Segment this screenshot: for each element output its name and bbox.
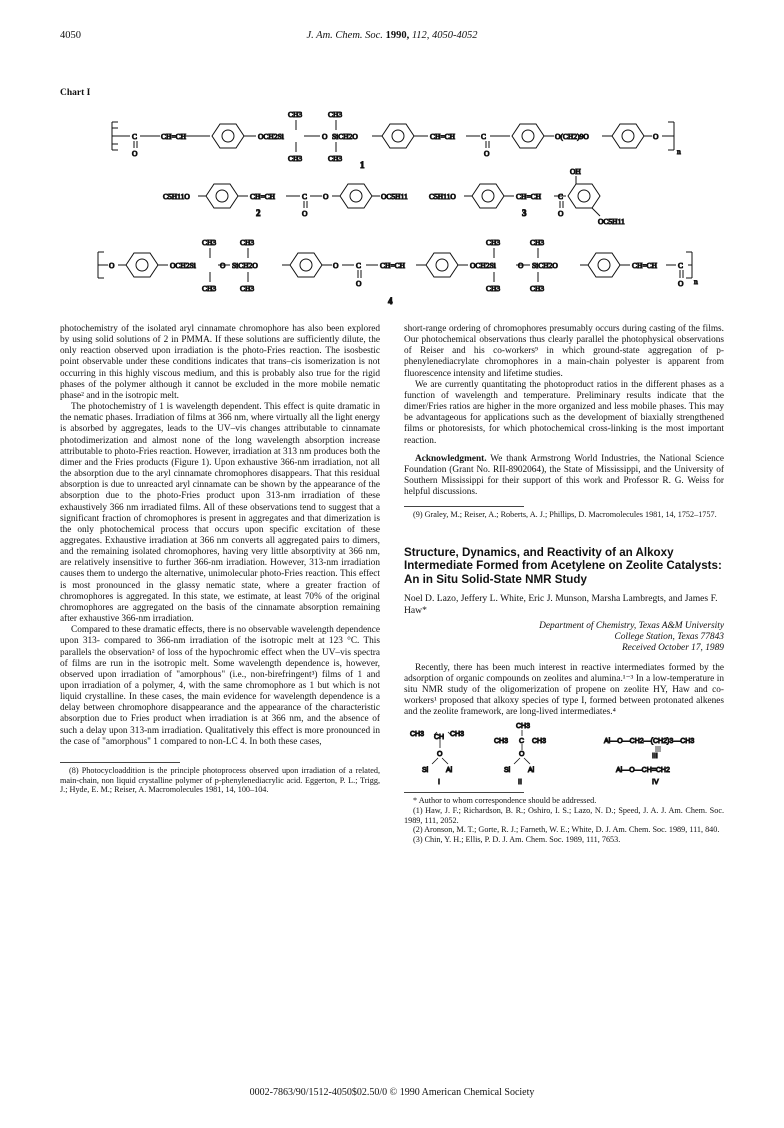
- vinyl-group: CH=CH: [161, 132, 187, 141]
- vinyl-group: CH=CH: [430, 132, 456, 141]
- atom-c: C: [302, 192, 308, 201]
- ch3-label: CH3: [494, 738, 509, 746]
- article-affiliation: [404, 621, 724, 655]
- compound-label-3: 3: [522, 208, 527, 218]
- paragraph: photochemistry of the isolated aryl cinnamate chromophore has also been explored by using solid solutions of 2 in PMMA. If these solutions are sufficiently dilute, the only reaction observed upon irradiation is the photo-Fries reaction. The isosbestic point observable under these conditions indicates that trans–cis isomerization is not occurring in this highly viscous medium, and this is probably also true for the rigid phases of the polymer although it cannot be excluded in the more mobile nematic phase² and in the isotropic melt.: [60, 324, 380, 401]
- journal-pages: 4050-4052: [432, 30, 478, 41]
- atom-c: C: [558, 192, 564, 201]
- atom-c: C: [132, 132, 138, 141]
- atom-o: O: [356, 279, 362, 288]
- atom-o: O: [519, 751, 525, 759]
- page-number: 4050: [60, 30, 81, 41]
- ch3-label: CH3: [240, 238, 255, 247]
- ch3-label: CH3: [328, 110, 343, 119]
- paragraph: short-range ordering of chromophores presumably occurs during casting of the films. Our photochemical observations thus clearly parallel the photophysical observations of Reiser and his co-workers⁹ in which ground-state aggregation of p-phenylenediacrylate chromophores in a main-chain polyester is apparent from fluorescence intensity and lifetime studies.: [404, 324, 724, 379]
- atom-c: C: [481, 132, 487, 141]
- pentyloxy-group: OC5H11: [598, 217, 625, 226]
- sich2o-group: SiCH2O: [532, 261, 558, 270]
- atom-o: O: [653, 132, 659, 141]
- footnote-rule: [60, 762, 180, 763]
- sich2o-group: SiCH2O: [232, 261, 258, 270]
- vinyl-group: CH=CH: [250, 192, 276, 201]
- atom-o: O: [558, 209, 564, 218]
- alkoxy-species-scheme: [404, 722, 724, 786]
- ch3-label: CH3: [410, 731, 425, 739]
- ch3-label: CH3: [486, 238, 501, 247]
- atom-si: Si: [504, 767, 511, 775]
- footnotes-right-bottom: [404, 796, 724, 844]
- footnote-2: (2) Aronson, M. T.; Gorte, R. J.; Farneth, W. E.; White, D. J. Am. Chem. Soc. 1989, 111, 840.: [413, 825, 720, 835]
- ch3-label: CH3: [516, 723, 531, 731]
- right-column: [404, 324, 724, 844]
- article-authors: Noel D. Lazo, Jeffery L. White, Eric J. Munson, Marsha Lambregts, and James F. Haw*: [404, 593, 718, 616]
- footnote-author: * Author to whom correspondence should be addressed.: [413, 796, 597, 806]
- atom-o: O: [220, 261, 226, 270]
- vinyl-group: CH=CH: [516, 192, 542, 201]
- pentyloxy-group: OC5H11: [381, 192, 408, 201]
- alkoxy-species-figure: [404, 722, 724, 786]
- article-title: Structure, Dynamics, and Reactivity of an Alkoxy Intermediate Formed from Acetylene on Zeolite Catalysts: An in Situ Solid-State NMR Study: [404, 545, 722, 586]
- formula-iii: Al—O—CH2—(CH2)3—CH3: [604, 738, 695, 746]
- paragraph: Compared to these dramatic effects, there is no observable wavelength dependence upon 313- compared to 366-nm irradiation of the isotropic melt at 123 °C. This parallels the observation² of loss of the hypochromic effect when the UV–vis spectra of films are run in the isotropic melt. Some wavelength dependence is, however, observed upon irradiation of "amorphous" (i.e., non-birefringent³) films of 1 and upon irradiation of a polymer, 4, with the same chromophore as 1 but which is not liquid crystalline. In these cases, the main evidence for wavelength dependence is a delay between chromophore disappearance and the appearance of the characteristic absorption due to Fries product when irradiation is at 366 nm, and the absence of such a delay upon 313-nm irradiation. Qualitatively this effect is more pronounced in the case of "amorphous" 1 compared to non-LC 4. In both these cases,: [60, 625, 380, 747]
- compound-label-4: 4: [388, 296, 393, 306]
- running-header: [60, 30, 724, 44]
- paragraph: Recently, there has been much interest in reactive intermediates formed by the adsorption of organic compounds on zeolites and alumina.¹⁻³ In a low-temperature in situ NMR study of the oligomerization of propene on zeolite HY, Haw and co-workers¹ proposed that alkoxy species of type I, formed between protonated alkenes and the zeolite framework, are long-lived intermediates.⁴: [404, 662, 724, 718]
- atom-si: Si: [422, 767, 429, 775]
- ch3-label: CH3: [328, 154, 343, 163]
- atom-o: O: [437, 751, 443, 759]
- footnote-rule: [404, 792, 524, 793]
- journal-volume: 112,: [411, 30, 430, 41]
- chart-label: Chart I: [60, 88, 91, 98]
- och2si-group: OCH2Si: [170, 261, 196, 270]
- left-column: [60, 324, 380, 795]
- footnote-3: (3) Chin, Y. H.; Ellis, P. D. J. Am. Chem. Soc. 1989, 111, 7653.: [413, 834, 621, 844]
- atom-o: O: [109, 261, 115, 270]
- vinyl-group: CH=CH: [380, 261, 406, 270]
- pentyloxy-group: C5H11O: [429, 192, 456, 201]
- formula-iv: Al—O—CH=CH2: [616, 767, 670, 775]
- ch3-label: CH3: [202, 284, 217, 293]
- acknowledgment-text: We thank Armstrong World Industries, the National Science Foundation (Grant No. RII-8902064), the State of Mississippi, and the University of Southern Mississippi for their support of this work and Professor R. G. Weiss for helpful discussions.: [404, 453, 724, 498]
- atom-al: Al: [528, 767, 535, 775]
- ch-label: CH: [434, 734, 445, 742]
- ch3-label: CH3: [486, 284, 501, 293]
- paragraph: The photochemistry of 1 is wavelength dependent. This effect is quite dramatic in the nematic phases. Irradiation of films at 366 nm, where virtually all the light energy is absorbed by aggregates, leads to the UV–vis changes attributable to cinnamate photodimerization and almost none of the long wavelength absorption increase attributable to photo-Fries reaction. However, irradiation at 313 nm produces both the dimer and the Fries products (Figure 1). Upon exhaustive 366-nm irradiation, not all the absorption due to the aryl cinnamate chromophores disappears. That this residual absorption is due to unreacted aryl cinnamate can be shown by the appearance of the absorption due to the photo-Fries product upon 313-nm irradiation of these exhaustively 366 nm irradiated films. All of these observations tend to suggest that a significant fraction of chromophores is present in aggregates and that dimerization is the only photochemical process that occurs upon specific excitation of these aggregates. Exhaustive irradiation at 366 nm converts all aggregated pairs to dimers, and the remaining isolated chromophores, having very little absorptivity at 366 nm, are relatively insensitive to further 366-nm irradiation. However, 313-nm irradiation causes them to undergo the alternative, unimolecular photo-Fries reaction. This effect is most pronounced in the glassy nematic state, where a greater fraction of chromophores is aggregated. In this state, we estimate, at least 70% of the original chromophores are aggregated on the basis of the cinnamate absorption remaining after exhaustive 366-nm irradiation.: [60, 402, 380, 625]
- paragraph: We are currently quantitating the photoproduct ratios in the different phases as a function of wavelength and temperature. Preliminary results indicate that the dimer/Fries ratios are higher in the more organized and less mobile phases. This may be advantageous for applications such as the development of biaxially strengthened films or photoresists, for which photochemical cross-linking is the most important reaction.: [404, 379, 724, 446]
- och2si-group: OCH2Si: [470, 261, 496, 270]
- ch3-label: CH3: [240, 284, 255, 293]
- vinyl-group: CH=CH: [632, 261, 658, 270]
- compound-label-1: 1: [360, 160, 365, 170]
- journal-year: 1990,: [385, 30, 410, 41]
- pentyloxy-group: C5H11O: [163, 192, 190, 201]
- chemical-structures-figure: [60, 92, 724, 314]
- sich2o-group: SiCH2O: [332, 132, 358, 141]
- atom-c: C: [678, 261, 684, 270]
- ch3-label: CH3: [202, 238, 217, 247]
- footnote-1: (1) Haw, J. F.; Richardson, B. R.; Oshiro, I. S.; Lazo, N. D.; Speed, J. A. J. Am. Chem. Soc. 1989, 111, 2052.: [404, 805, 724, 825]
- copyright-footer: 0002-7863/90/1512-4050$02.50/0 © 1990 American Chemical Society: [249, 1087, 535, 1098]
- label-iv: IV: [652, 779, 659, 787]
- footnote-9: (9) Graley, M.; Reiser, A.; Roberts, A. J.; Phillips, D. Macromolecules 1981, 14, 1752–1757.: [413, 510, 717, 520]
- ch3-label: CH3: [450, 731, 465, 739]
- label-i: I: [438, 779, 440, 787]
- chart-structures: [60, 92, 724, 314]
- atom-al: Al: [446, 767, 453, 775]
- label-ii: II: [518, 779, 522, 787]
- ch3-label: CH3: [532, 738, 547, 746]
- atom-c: C: [356, 261, 362, 270]
- hydroxyl-group: OH: [570, 167, 581, 176]
- nonamethylene-group: O(CH2)9O: [555, 132, 589, 141]
- affiliation-address: College Station, Texas 77843: [614, 632, 724, 643]
- atom-o: O: [302, 209, 308, 218]
- atom-o: O: [132, 149, 138, 158]
- footnotes-left: [60, 766, 380, 795]
- journal-citation: [60, 30, 724, 41]
- footnote-8: (8) Photocycloaddition is the principle photoprocess observed upon irradiation of a related, main-chain, non liquid crystalline polymer of p-phenylenediacrylic acid. Eggerton, P. L.; Trigg, J.; Hyde, E. M.; Reiser, A. Macromolecules 1981, 14, 100–104.: [60, 765, 380, 795]
- atom-o: O: [333, 261, 339, 270]
- atom-o: O: [323, 192, 329, 201]
- atom-o: O: [678, 279, 684, 288]
- och2si-group: OCH2Si: [258, 132, 284, 141]
- acknowledgment-heading: Acknowledgment.: [415, 453, 487, 464]
- atom-o: O: [518, 261, 524, 270]
- repeat-n: n: [677, 147, 681, 156]
- ch3-label: CH3: [530, 238, 545, 247]
- received-date: Received October 17, 1989: [621, 643, 724, 654]
- atom-o: O: [484, 149, 490, 158]
- repeat-n: n: [694, 277, 698, 286]
- ch3-label: CH3: [530, 284, 545, 293]
- footnote-rule: [404, 506, 524, 507]
- compound-label-2: 2: [256, 208, 261, 218]
- label-iii: III: [652, 753, 658, 761]
- affiliation-department: Department of Chemistry, Texas A&M University: [539, 620, 724, 631]
- ch3-label: CH3: [288, 110, 303, 119]
- atom-c: C: [519, 738, 525, 746]
- journal-name: J. Am. Chem. Soc.: [306, 30, 383, 41]
- ch3-label: CH3: [288, 154, 303, 163]
- acknowledgment: [404, 454, 724, 499]
- atom-o: O: [322, 132, 328, 141]
- footnotes-right-top: [404, 510, 724, 520]
